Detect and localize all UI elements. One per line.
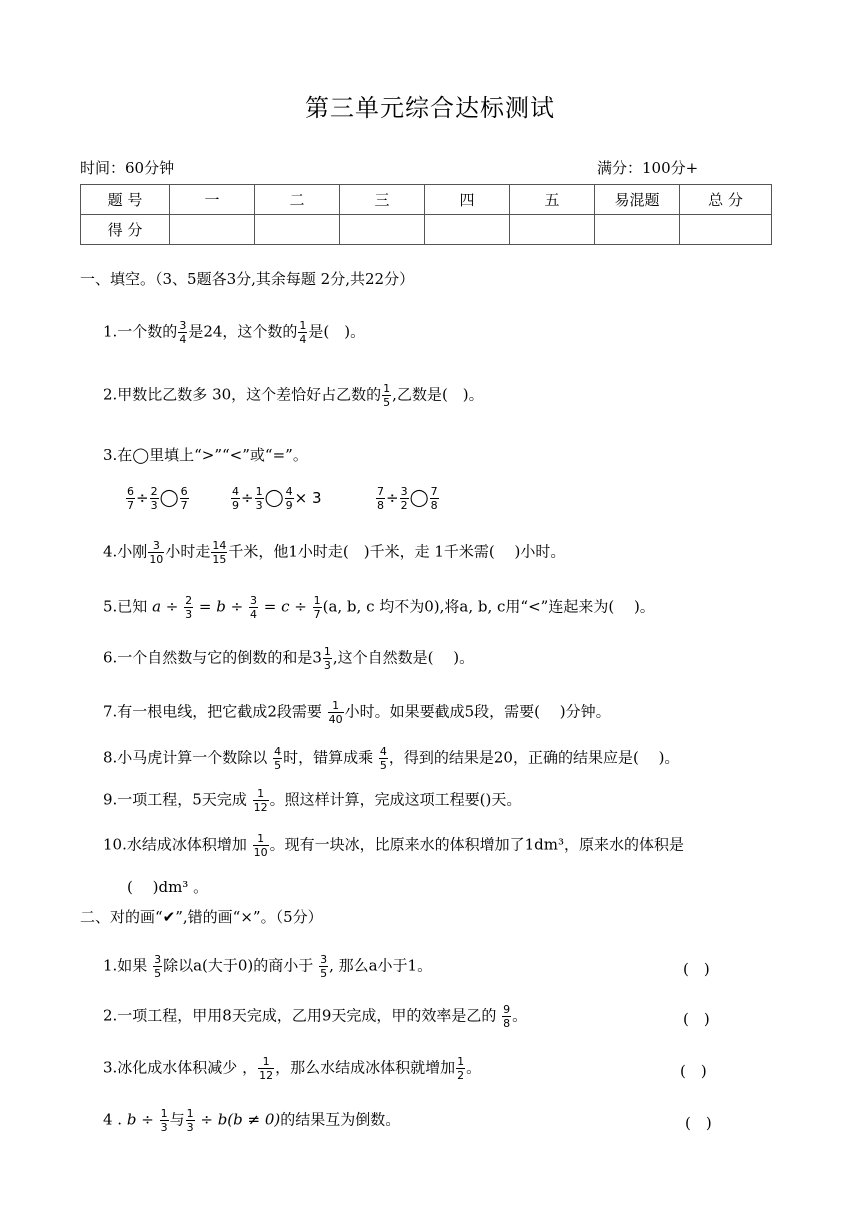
math: = b ÷: [194, 597, 248, 616]
math: = c ÷: [258, 597, 312, 616]
numerator: 4: [379, 745, 387, 758]
numerator: 1: [160, 1107, 168, 1120]
fraction: [323, 646, 332, 671]
answer-blank[interactable]: ,这个自然数是( )。: [332, 648, 475, 667]
denominator: 3: [186, 1121, 194, 1134]
fraction: [180, 486, 189, 511]
fraction: [255, 486, 264, 511]
header-cell: 总 分: [680, 185, 772, 215]
question-1-7: [103, 700, 611, 725]
denominator: 7: [180, 499, 188, 512]
text: 1.一个数的: [103, 322, 178, 341]
fraction: [150, 486, 159, 511]
fraction: [379, 746, 388, 771]
fraction: [273, 746, 282, 771]
compare-expression-3: [375, 486, 440, 511]
denominator: 3: [255, 499, 263, 512]
denominator: 10: [253, 846, 268, 859]
text: 1.如果: [103, 956, 153, 975]
question-1-9: [103, 788, 521, 813]
question-1-4: [103, 540, 565, 565]
numerator: 1: [323, 645, 331, 658]
text: 3.冰化成水体积减少 ，: [103, 1058, 258, 1077]
header-cell: 二: [255, 185, 340, 215]
denominator: 40: [328, 713, 343, 726]
denominator: 8: [377, 499, 384, 512]
denominator: 15: [212, 553, 227, 566]
numerator: 1: [186, 1107, 194, 1120]
numerator: 7: [430, 485, 438, 498]
numerator: 2: [185, 594, 193, 607]
numerator: 1: [457, 1055, 465, 1068]
answer-blank[interactable]: 小时。如果要截成5段，需要( )分钟。: [344, 702, 611, 721]
numerator: 14: [212, 539, 227, 552]
text: 。: [466, 1058, 482, 1077]
denominator: 12: [259, 1069, 274, 1082]
text: 5.已知: [103, 597, 153, 616]
denominator: 4: [249, 608, 257, 621]
page-title: 第三单元综合达标测试: [305, 94, 555, 122]
fraction: [313, 595, 322, 620]
numerator: 1: [262, 1055, 270, 1068]
fraction: [382, 383, 391, 408]
header-cell: 题 号: [81, 185, 170, 215]
score-table: [80, 184, 772, 245]
text: ，那么水结成冰体积就增加: [275, 1058, 456, 1077]
fraction: [148, 540, 164, 565]
denominator: 5: [320, 967, 328, 980]
text: 小时走: [165, 542, 211, 561]
numerator: 1: [255, 485, 263, 498]
denominator: 5: [379, 759, 387, 772]
text: 7.有一根电线，把它截成2段需要: [103, 702, 327, 721]
numerator: 1: [332, 699, 340, 712]
compare-expression-1: [125, 486, 190, 511]
header-cell: 四: [425, 185, 510, 215]
denominator: 9: [232, 499, 239, 512]
header-cell: 一: [170, 185, 255, 215]
fraction: [400, 486, 409, 511]
denominator: 5: [383, 396, 391, 409]
text: 是24，这个数的: [188, 322, 298, 341]
denominator: 5: [274, 759, 282, 772]
score-cell[interactable]: [510, 215, 595, 245]
fraction: [430, 486, 439, 511]
answer-blank[interactable]: 。照这样计算，完成这项工程要()天。: [269, 790, 522, 809]
score-table-header-row: [81, 185, 772, 215]
score-cell[interactable]: [595, 215, 680, 245]
denominator: 9: [285, 499, 293, 512]
fraction: [184, 595, 193, 620]
circle-blank[interactable]: ◯: [409, 488, 429, 508]
operator: × 3: [294, 489, 322, 507]
numerator: 1: [257, 787, 265, 800]
numerator: 7: [377, 485, 384, 498]
denominator: 7: [313, 608, 321, 621]
text: 除以a(大于0)的商小于: [163, 956, 319, 975]
text: 4.小刚: [103, 542, 148, 561]
denominator: 8: [430, 499, 438, 512]
text: 。现有一块冰，比原来水的体积增加了1dm³，原来水的体积是: [269, 835, 685, 854]
numerator: 3: [320, 953, 328, 966]
fraction: [249, 595, 258, 620]
answer-blank[interactable]: ，得到的结果是20，正确的结果应是( )。: [388, 748, 680, 767]
fraction: [211, 540, 227, 565]
score-cell[interactable]: [170, 215, 255, 245]
fraction: [253, 788, 269, 813]
numerator: 3: [249, 594, 257, 607]
denominator: 7: [127, 499, 134, 512]
question-1-6: [103, 646, 474, 671]
fraction: [502, 1004, 511, 1029]
circle-blank[interactable]: ◯: [159, 488, 179, 508]
numerator: 9: [503, 1003, 511, 1016]
numerator: 3: [152, 539, 160, 552]
tf-answer-box[interactable]: ( ): [683, 960, 710, 978]
question-1-2: [103, 383, 484, 408]
fraction: [178, 320, 187, 345]
question-1-5: [103, 595, 655, 620]
full-score: 满分：100分+: [597, 159, 699, 177]
compare-expression-2: [230, 486, 322, 511]
numerator: 4: [232, 485, 239, 498]
denominator: 3: [160, 1121, 168, 1134]
numerator: 1: [257, 832, 265, 845]
denominator: 4: [179, 333, 187, 346]
text: 8.小马虎计算一个数除以: [103, 748, 273, 767]
numerator: 1: [383, 382, 391, 395]
tf-answer-box[interactable]: ( ): [685, 1114, 712, 1132]
numerator: 3: [154, 953, 162, 966]
fraction: [376, 486, 385, 511]
text: 的结果互为倒数。: [280, 1110, 401, 1129]
denominator: 12: [253, 801, 268, 814]
numerator: 6: [127, 485, 134, 498]
text: 2.甲数比乙数多 30，这个差恰好占乙数的: [103, 385, 382, 404]
tf-question-3: [103, 1056, 481, 1081]
header-cell: 易混题: [595, 185, 680, 215]
denominator: 5: [154, 967, 162, 980]
numerator: 1: [299, 319, 307, 332]
fraction: [186, 1108, 195, 1133]
tf-question-2: [103, 1004, 527, 1029]
score-cell[interactable]: [425, 215, 510, 245]
row-label: 得 分: [81, 215, 170, 245]
fraction: [456, 1056, 465, 1081]
score-table-score-row: [81, 215, 772, 245]
text: , 那么a小于1。: [329, 956, 433, 975]
question-1-10: [103, 833, 684, 858]
section1-heading: 一、填空。（3、5题各3分,其余每题 2分,共22分）: [80, 270, 415, 288]
numerator: 1: [313, 594, 321, 607]
answer-blank[interactable]: 千米，他1小时走( )千米，走 1千米需( )小时。: [228, 542, 566, 561]
text: 2.一项工程，甲用8天完成，乙用9天完成，甲的效率是乙的: [103, 1006, 502, 1025]
header-cell: 三: [340, 185, 425, 215]
text: 10.水结成冰体积增加: [103, 835, 252, 854]
time-limit: 时间：60分钟: [80, 159, 175, 177]
text: 与: [169, 1110, 185, 1129]
fraction: [160, 1108, 169, 1133]
text: 9.一项工程，5天完成: [103, 790, 252, 809]
numerator: 3: [179, 319, 187, 332]
score-cell[interactable]: [340, 215, 425, 245]
text: 时，错算成乘: [283, 748, 378, 767]
question-1-10-blank[interactable]: ( )dm³ 。: [127, 878, 209, 896]
question-1-3: 3.在◯里填上“>”“<”或“=”。: [103, 446, 308, 464]
answer-blank[interactable]: ,乙数是( )。: [392, 385, 484, 404]
fraction: [126, 486, 135, 511]
math: ÷ b(b ≠ 0): [195, 1110, 281, 1129]
denominator: 3: [185, 608, 193, 621]
tf-answer-box[interactable]: ( ): [680, 1062, 707, 1080]
fraction: [153, 954, 162, 979]
text: 6.一个自然数与它的倒数的和是3: [103, 648, 322, 667]
score-cell[interactable]: [255, 215, 340, 245]
numerator: 2: [150, 485, 158, 498]
numerator: 3: [400, 485, 408, 498]
denominator: 8: [503, 1017, 511, 1030]
answer-blank[interactable]: (a, b, c 均不为0),将a, b, c用“<”连起来为( )。: [322, 597, 655, 616]
denominator: 2: [457, 1069, 465, 1082]
numerator: 4: [274, 745, 282, 758]
question-1-8: [103, 746, 679, 771]
denominator: 4: [299, 333, 307, 346]
circle-blank[interactable]: ◯: [264, 488, 284, 508]
tf-question-1: [103, 954, 432, 979]
denominator: 10: [149, 553, 164, 566]
numerator: 4: [285, 485, 293, 498]
math: a ÷: [152, 597, 184, 616]
text: 4 .: [103, 1110, 127, 1129]
score-cell[interactable]: [680, 215, 772, 245]
tf-question-4: [103, 1108, 400, 1133]
fraction: [253, 833, 269, 858]
fraction: [319, 954, 328, 979]
math: b ÷: [126, 1110, 159, 1129]
numerator: 6: [180, 485, 188, 498]
text: 。: [512, 1006, 528, 1025]
question-1-1: [103, 320, 365, 345]
operator: ÷: [241, 489, 254, 507]
section2-heading: 二、对的画“✔”,错的画“×”。（5分）: [80, 908, 323, 926]
fraction: [328, 700, 344, 725]
denominator: 3: [323, 659, 331, 672]
fraction: [231, 486, 240, 511]
fraction: [285, 486, 294, 511]
operator: ÷: [136, 489, 149, 507]
fraction: [258, 1056, 274, 1081]
answer-blank[interactable]: 是( )。: [308, 322, 366, 341]
denominator: 3: [150, 499, 158, 512]
tf-answer-box[interactable]: ( ): [683, 1010, 710, 1028]
denominator: 2: [400, 499, 408, 512]
header-cell: 五: [510, 185, 595, 215]
operator: ÷: [386, 489, 399, 507]
fraction: [298, 320, 307, 345]
